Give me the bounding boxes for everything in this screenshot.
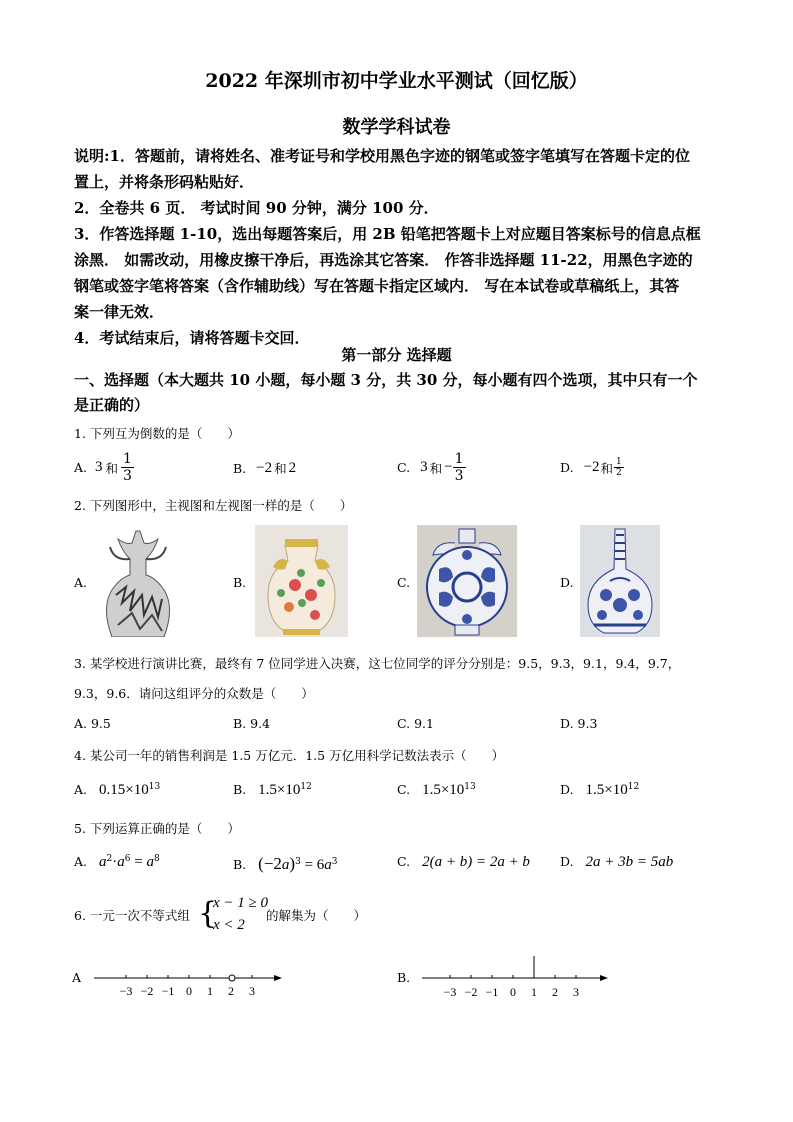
question-4-stem: 4. 某公司一年的销售利润是 1.5 万亿元．1.5 万亿用科学记数法表示（ ） bbox=[74, 748, 505, 763]
instruction-line: 4．考试结束后，请将答题卡交回． bbox=[74, 329, 310, 347]
tick-label: 3 bbox=[249, 984, 255, 998]
question-2-stem: 2. 下列图形中，主视图和左视图一样的是（ ） bbox=[74, 498, 353, 513]
tick-label: −2 bbox=[140, 984, 154, 998]
q2-option-c-label[interactable]: C. bbox=[397, 575, 411, 590]
brace: { bbox=[198, 896, 218, 931]
vase-image-d[interactable] bbox=[580, 525, 660, 637]
q4-option-b[interactable]: B. $1.5\times 10^{12}$ bbox=[233, 782, 312, 799]
q1-option-c[interactable]: C. 3 和 − $\frac{1}{3}$ bbox=[397, 451, 464, 484]
instruction-line: 涂黑． 如需改动，用橡皮擦干净后，再选涂其它答案． 作答非选择题 11-22，用黑色字迹的 bbox=[74, 251, 693, 269]
q6-option-a-label[interactable]: A bbox=[72, 970, 82, 985]
number-line-a[interactable] bbox=[86, 968, 282, 1002]
fraction: $\frac{1}{2}$ bbox=[616, 457, 622, 478]
q1-option-a[interactable]: A. 3 和 $\frac{1}{3}$ bbox=[74, 451, 132, 484]
exam-subtitle: 数学学科试卷 bbox=[342, 117, 451, 138]
question-1-stem: 1. 下列互为倒数的是（ ） bbox=[74, 426, 240, 441]
tick-label: 2 bbox=[552, 985, 558, 999]
q3-option-d[interactable]: D. 9.3 bbox=[560, 716, 598, 731]
q6-option-b-label[interactable]: B. bbox=[397, 970, 411, 985]
tick-label: −3 bbox=[443, 985, 457, 999]
instruction-line: 置上，并将条形码粘贴好． bbox=[74, 173, 255, 191]
q3-option-a[interactable]: A. 9.5 bbox=[74, 716, 111, 731]
instruction-line: 说明:1．答题前，请将姓名、准考证号和学校用黑色字迹的钢笔或签字笔填写在答题卡定的位 bbox=[74, 147, 690, 165]
exam-title: 2022 年深圳市初中学业水平测试（回忆版） bbox=[205, 70, 588, 92]
instruction-line: 钢笔或签字笔将答案（含作辅助线）写在答题卡指定区域内． 写在本试卷或草稿纸上，其答 bbox=[74, 277, 680, 295]
q2-option-d-label[interactable]: D. bbox=[560, 575, 574, 590]
q4-option-c[interactable]: C. $1.5\times 10^{13}$ bbox=[397, 782, 476, 799]
question-6-stem-pre: 6. 一元一次不等式组 bbox=[74, 908, 190, 923]
tick-label: 0 bbox=[186, 984, 192, 998]
instruction-line: 案一律无效． bbox=[74, 303, 165, 321]
section-title: 一、选择题（本大题共 10 小题，每小题 3 分，共 30 分，每小题有四个选项，其中只有一个 bbox=[74, 371, 698, 389]
question-3-stem-cont: 9.3，9.6．请问这组评分的众数是（ ） bbox=[74, 686, 314, 701]
q3-option-b[interactable]: B. 9.4 bbox=[233, 716, 271, 731]
question-3-stem: 3. 某学校进行演讲比赛，最终有 7 位同学进入决赛，这七位同学的评分分别是：9.5，9.3，9.1，9.4，9.7， bbox=[74, 656, 681, 671]
vase-image-a[interactable] bbox=[92, 525, 184, 637]
q5-option-b[interactable]: B. $(-2a)^3 = 6a^3$ bbox=[233, 854, 338, 873]
q2-option-a-label[interactable]: A. bbox=[74, 575, 88, 590]
question-5-stem: 5. 下列运算正确的是（ ） bbox=[74, 821, 240, 836]
q5-option-c[interactable]: C. 2(a + b) = 2a + b bbox=[397, 854, 530, 870]
tick-label: −1 bbox=[161, 984, 175, 998]
fraction: $\frac{1}{3}$ bbox=[123, 451, 132, 484]
tick-label: −3 bbox=[119, 984, 133, 998]
tick-label: −2 bbox=[464, 985, 478, 999]
q4-option-d[interactable]: D. $1.5\times 10^{12}$ bbox=[560, 782, 640, 799]
tick-label: −1 bbox=[485, 985, 499, 999]
tick-label: 1 bbox=[207, 984, 213, 998]
fraction: $\frac{1}{3}$ bbox=[454, 451, 464, 484]
vase-image-b[interactable] bbox=[255, 525, 348, 637]
tick-label: 2 bbox=[228, 984, 234, 998]
part-title: 第一部分 选择题 bbox=[341, 346, 452, 364]
q2-option-b-label[interactable]: B. bbox=[233, 575, 247, 590]
q5-option-d[interactable]: D. 2a + 3b = 5ab bbox=[560, 854, 674, 870]
number-line-b[interactable] bbox=[418, 954, 608, 1002]
inequality-system: x − 1 ≥ 0 x < 2 bbox=[213, 895, 269, 933]
tick-label: 3 bbox=[573, 985, 579, 999]
instruction-line: 3．作答选择题 1-10，选出每题答案后，用 2B 铅笔把答题卡上对应题目答案标号的信息点框 bbox=[74, 225, 701, 243]
q3-option-c[interactable]: C. 9.1 bbox=[397, 716, 434, 731]
instructions bbox=[74, 143, 734, 351]
q5-option-a[interactable]: A. $a^2\cdot a^6 = a^8$ bbox=[74, 854, 160, 871]
question-6-stem-post: 的解集为（ ） bbox=[266, 908, 367, 923]
instruction-line: 2．全卷共 6 页． 考试时间 90 分钟，满分 100 分． bbox=[74, 199, 439, 217]
section-title-cont: 是正确的） bbox=[74, 396, 150, 414]
q1-option-d[interactable]: D. −2 和 $\frac{1}{2}$ bbox=[560, 457, 622, 478]
tick-label: 1 bbox=[531, 985, 537, 999]
tick-label: 0 bbox=[510, 985, 516, 999]
vase-image-c[interactable] bbox=[417, 525, 517, 637]
q1-option-b[interactable]: B. −2 和 2 bbox=[233, 459, 297, 476]
q4-option-a[interactable]: A. $0.15\times 10^{13}$ bbox=[74, 782, 161, 799]
